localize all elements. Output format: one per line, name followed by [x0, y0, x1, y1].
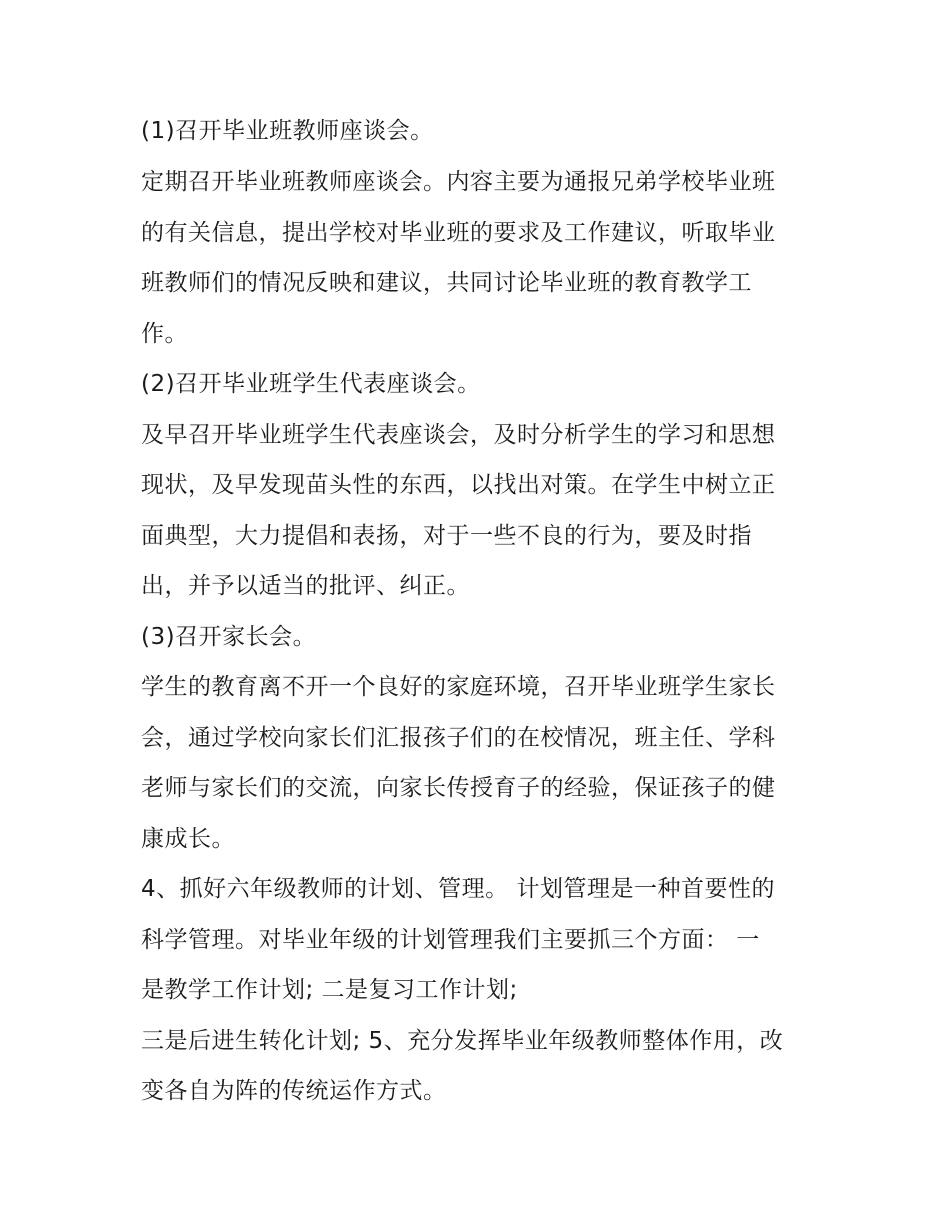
- paragraph-line: 面典型，大力提倡和表扬，对于一些不良的行为，要及时指: [141, 523, 752, 549]
- paragraph-line: 4、抓好六年级教师的计划、管理。 计划管理是一种首要性的: [141, 876, 775, 902]
- paragraph-line: 是教学工作计划; 二是复习工作计划;: [141, 977, 518, 1003]
- paragraph-line: 三是后进生转化计划; 5、充分发挥毕业年级教师整体作用，改: [141, 1028, 784, 1054]
- heading-teacher-meeting: (1)召开毕业班教师座谈会。: [141, 118, 434, 144]
- paragraph-line: 定期召开毕业班教师座谈会。内容主要为通报兄弟学校毕业班: [141, 169, 776, 195]
- paragraph-line: 出，并予以适当的批评、纠正。: [141, 573, 470, 599]
- heading-student-meeting: (2)召开毕业班学生代表座谈会。: [141, 371, 481, 397]
- paragraph-line: 学生的教育离不开一个良好的家庭环境，召开毕业班学生家长: [141, 674, 776, 700]
- paragraph-line: 会，通过学校向家长们汇报孩子们的在校情况，班主任、学科: [141, 725, 776, 751]
- paragraph-line: 班教师们的情况反映和建议，共同讨论毕业班的教育教学工: [141, 270, 752, 296]
- paragraph-line: 现状，及早发现苗头性的东西，以找出对策。在学生中树立正: [141, 472, 776, 498]
- heading-parent-meeting: (3)召开家长会。: [141, 624, 317, 650]
- paragraph-line: 科学管理。对毕业年级的计划管理我们主要抓三个方面： 一: [141, 927, 760, 953]
- paragraph-line: 作。: [141, 321, 188, 347]
- paragraph-line: 康成长。: [141, 826, 235, 852]
- paragraph-line: 的有关信息，提出学校对毕业班的要求及工作建议，听取毕业: [141, 220, 776, 246]
- paragraph-line: 变各自为阵的传统运作方式。: [141, 1078, 447, 1104]
- paragraph-line: 及早召开毕业班学生代表座谈会，及时分析学生的学习和思想: [141, 422, 776, 448]
- paragraph-line: 老师与家长们的交流，向家长传授育子的经验，保证孩子的健: [141, 775, 776, 801]
